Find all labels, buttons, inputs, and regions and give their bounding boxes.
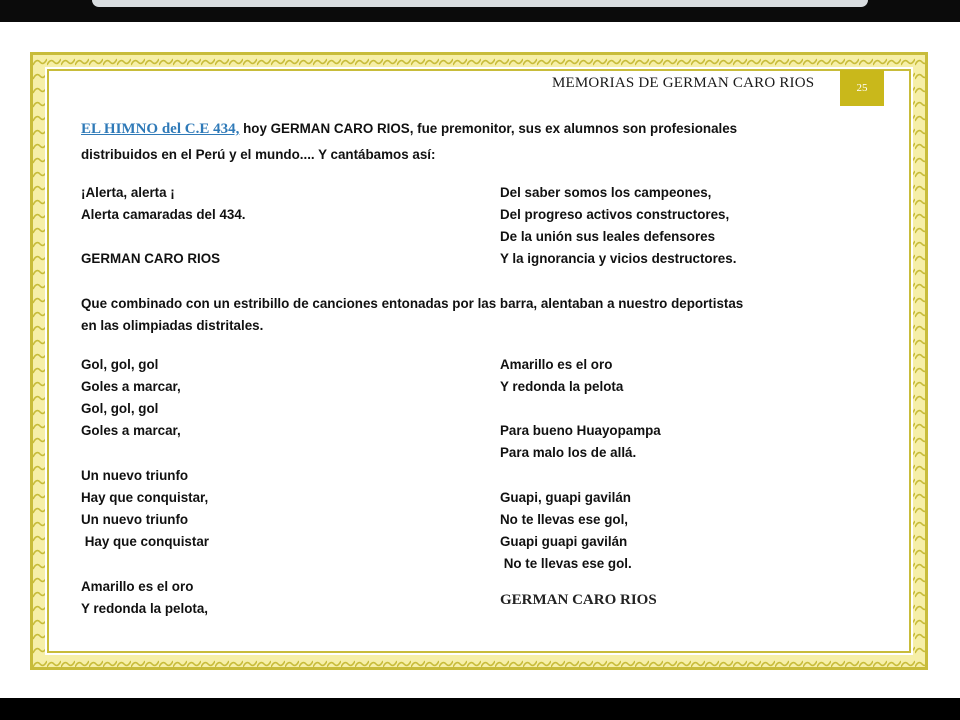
hymn-left-line: ¡Alerta, alerta ¡ [81,185,175,200]
hymn-title: EL HIMNO del C.E 434, [81,121,240,137]
chant-right-line: Y redonda la pelota [500,379,624,394]
hymn-right-line: De la unión sus leales defensores [500,229,716,244]
chant-left-line: Un nuevo triunfo [81,468,189,483]
chant-left-line: Hay que conquistar, [81,490,209,505]
document-page [0,22,960,698]
chant-left-line: Goles a marcar, [81,379,181,394]
top-pill [92,0,868,7]
chant-right-line: No te llevas ese gol, [500,512,629,527]
chant-right-line: Guapi, guapi gavilán [500,490,631,505]
chant-left-line: Goles a marcar, [81,423,181,438]
top-bar [0,0,960,22]
paragraph-line-2: en las olimpiadas distritales. [81,318,264,333]
chant-left-line: Gol, gol, gol [81,357,159,372]
signature: GERMAN CARO RIOS [500,592,657,608]
chant-right-line: Amarillo es el oro [500,357,613,372]
chant-left-line: Amarillo es el oro [81,579,194,594]
chant-left-line: Gol, gol, gol [81,401,159,416]
paragraph-line-1: Que combinado con un estribillo de canciones entonadas por las barra, alentaban a nuestro deportistas [81,296,744,311]
intro-line-1 [81,121,737,138]
chant-left-line: Hay que conquistar [81,534,209,549]
chant-right-line: No te llevas ese gol. [500,556,632,571]
chant-right-line: Para malo los de allá. [500,445,637,460]
hymn-right-line: Y la ignorancia y vicios destructores. [500,251,737,266]
running-header: MEMORIAS DE GERMAN CARO RIOS [552,75,815,91]
hymn-right-line: Del progreso activos constructores, [500,207,730,222]
hymn-right-line: Del saber somos los campeones, [500,185,712,200]
intro-rest: hoy GERMAN CARO RIOS, fue premonitor, sus ex alumnos son profesionales [239,121,738,136]
page-number: 25 [840,70,884,106]
chant-left-line: Y redonda la pelota, [81,601,208,616]
hymn-left-line: Alerta camaradas del 434. [81,207,246,222]
chant-right-line: Para bueno Huayopampa [500,423,661,438]
hymn-author: GERMAN CARO RIOS [81,251,221,266]
bottom-bar [0,698,960,720]
intro-line-2: distribuidos en el Perú y el mundo.... Y cantábamos así: [81,147,436,162]
chant-right-line: Guapi guapi gavilán [500,534,628,549]
chant-left-line: Un nuevo triunfo [81,512,189,527]
